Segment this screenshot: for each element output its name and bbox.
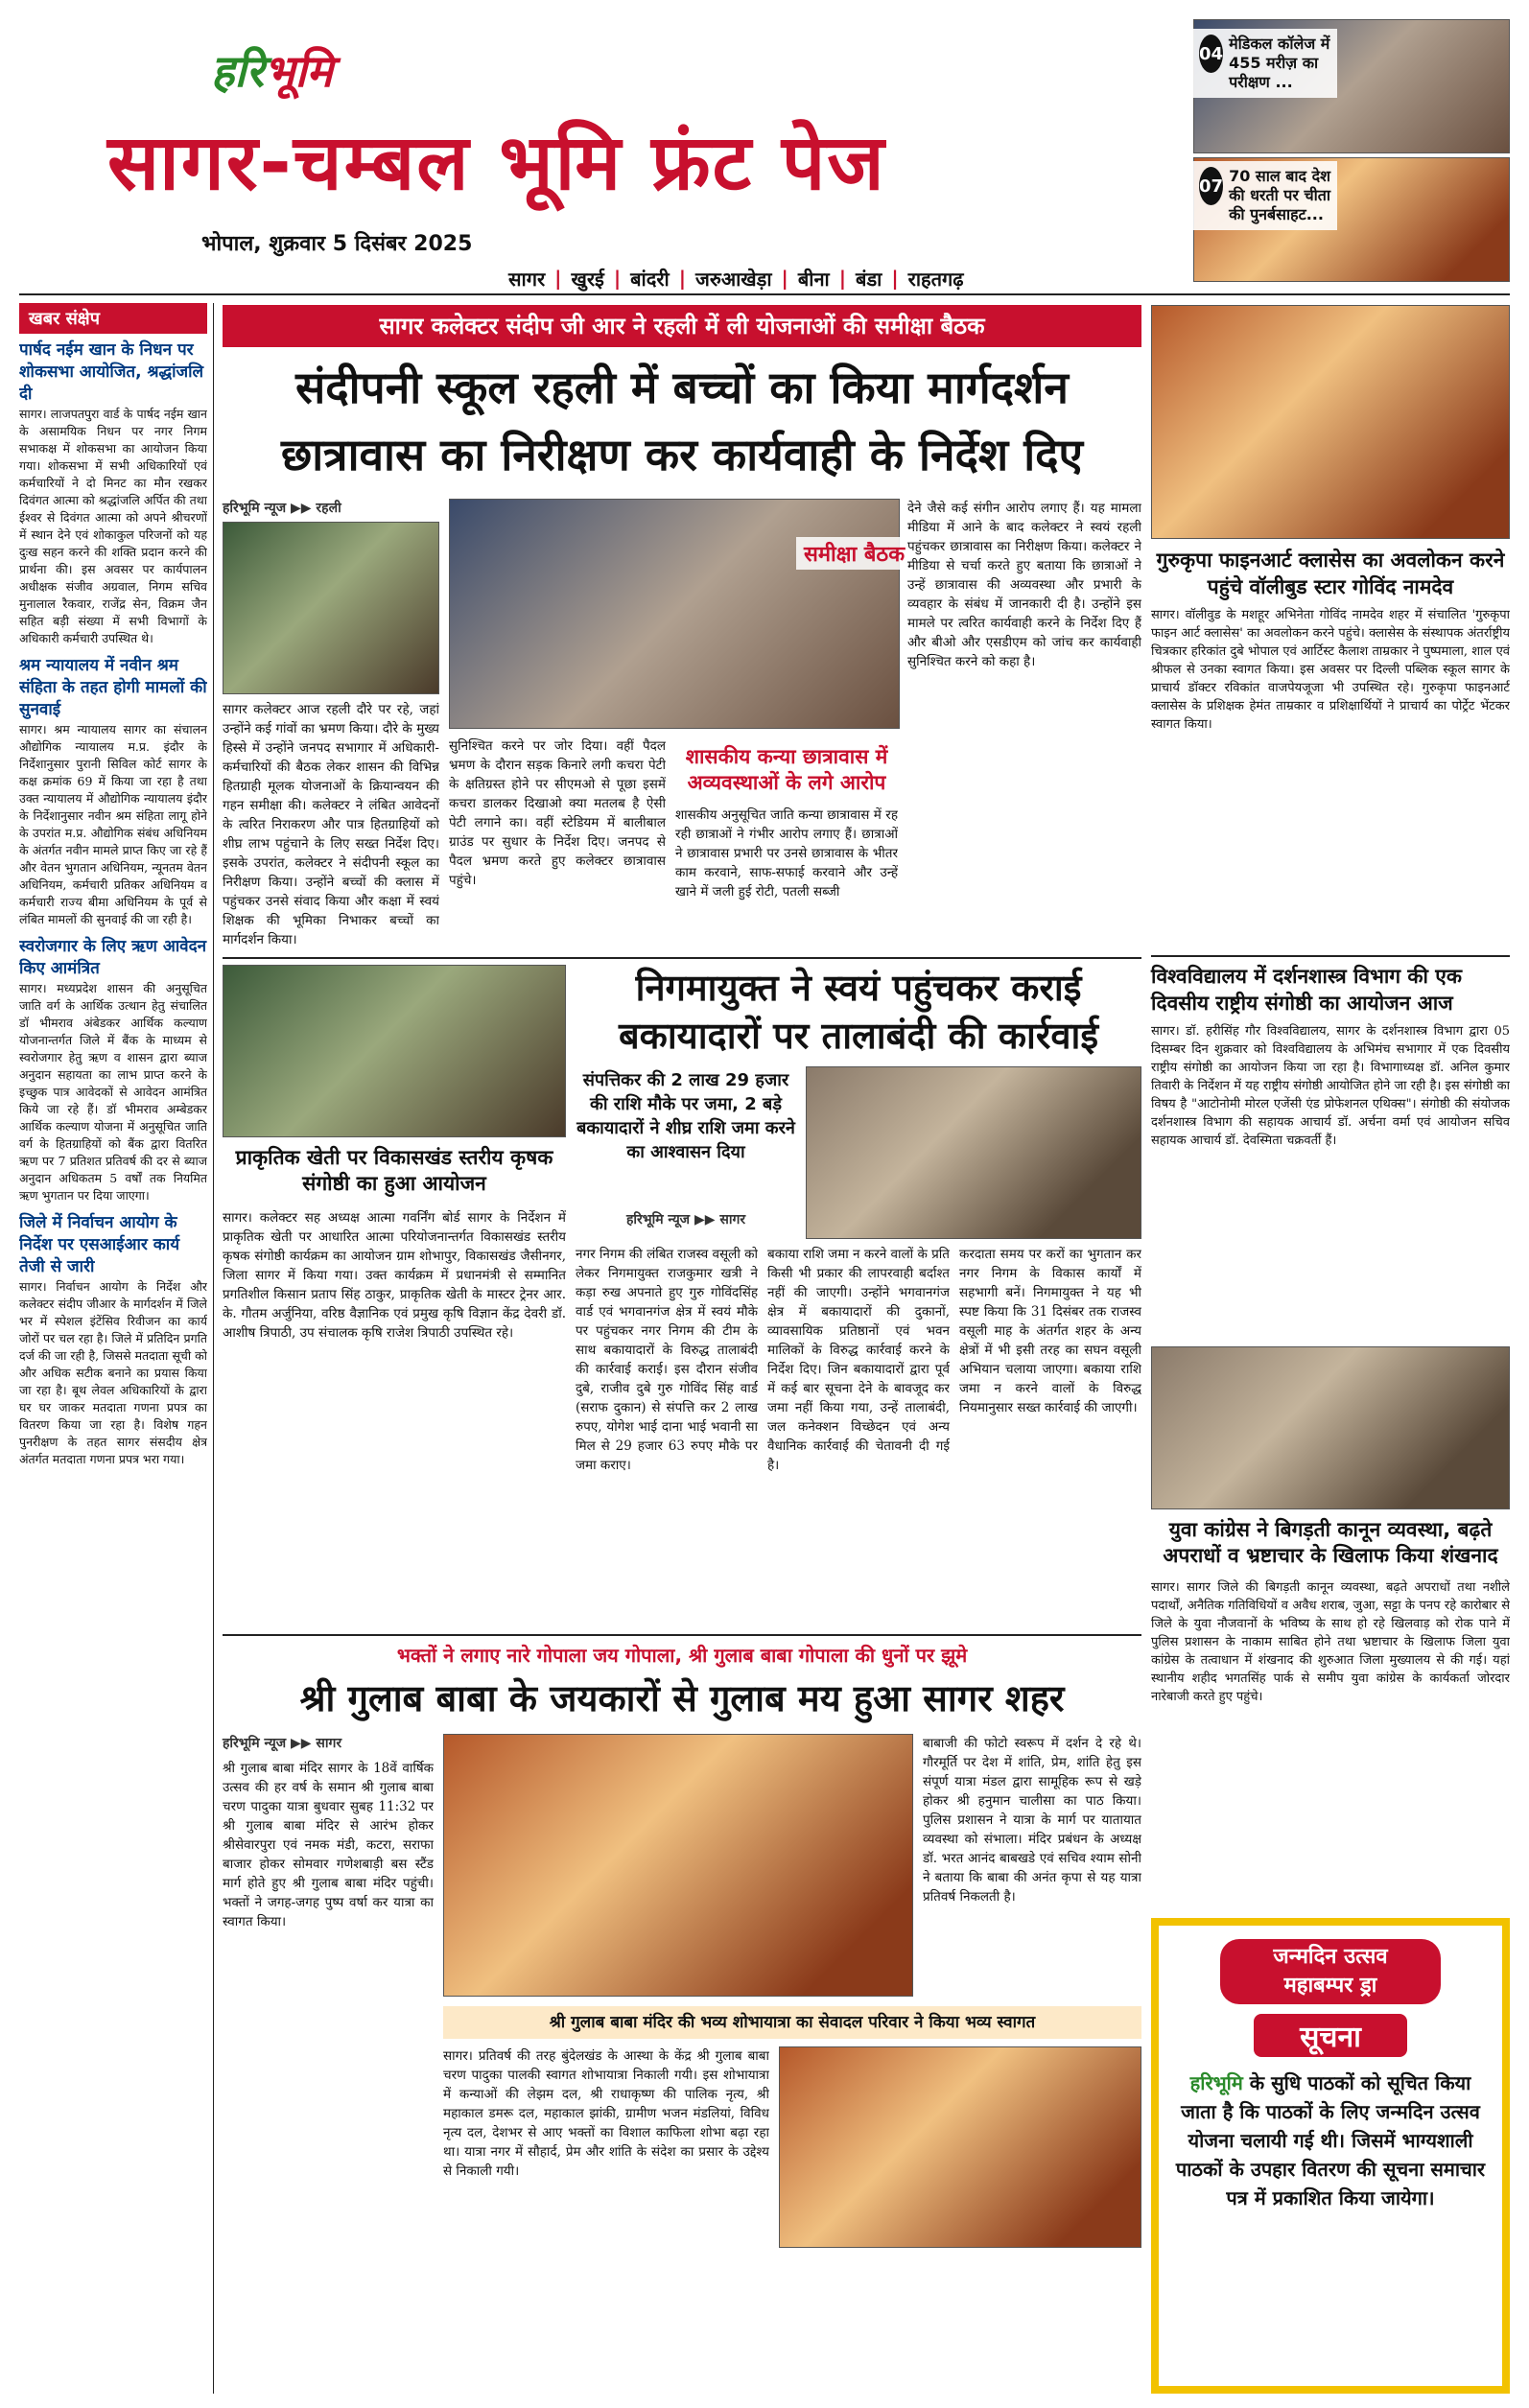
lead-col-2: सुनिश्चित करने पर जोर दिया। वहीं पैदल भ्रमण के दौरान सड़क किनारे लगी कचरा पेटी के क्षतिग्रस्त होने पर सीएमओ से पूछा इसमें कचरा डालकर दिखाओ क्या मतलब है ऐसी पेटी लगाने का। वहीं स्टेडियम में बालीबाल ग्राउंड पर सुधार के निर्देश दिए। जनपद से पैदल भ्रमण करते हुए कलेक्टर छात्रावास पहुंचे। (449, 738, 666, 888)
bollywood-headline: गुरुकृपा फाइनआर्ट क्लासेस का अवलोकन करने पहुंचे वॉलीबुड स्टार गोविंद नामदेव (1156, 549, 1505, 598)
ad-heading-line-2: महाबम्पर ड्रा (1283, 1974, 1377, 1998)
nigam-photo (806, 1066, 1141, 1239)
nigam-headline-1: निगमायुक्त ने स्वयं पहुंचकर कराई (635, 967, 1082, 1009)
page-badge: 07 (1199, 167, 1223, 205)
divider (223, 957, 1141, 959)
brand-suffix: भूमि (264, 45, 333, 97)
lead-kicker: सागर कलेक्टर संदीप जी आर ने रहली में ली योजनाओं की समीक्षा बैठक (223, 305, 1141, 347)
lead-headline-1: संदीपनी स्कूल रहली में बच्चों का किया मार्गदर्शन (295, 362, 1069, 413)
gulab-sub-body: सागर। प्रतिवर्ष की तरह बुंदेलखंड के आस्था के केंद्र श्री गुलाब बाबा चरण पादुका पालकी स्वागत शोभायात्रा निकाली गयी। इस शोभायात्रा में कन्याओं की लेझम दल, श्री राधाकृष्ण की पालिक नृत्य, श्री महाकाल डमरू दल, महाकाल झांकी, ग्रामीण भजन मंडलियां, विविध नृत्य दल, देशभर से आए भक्तों का विशाल काफिला शोभा बढ़ा रहा था। यात्रा नगर में सौहार्द, प्रेम और शांति के संदेश का प्रसार के उद्देश्य से निकाली गयी। (443, 2048, 769, 2179)
nigam-col-2: बकाया राशि जमा न करने वालों के प्रति किसी भी प्रकार की लापरवाही बर्दाश्त नहीं की जाएगी। उन्होंने भगवानगंज क्षेत्र में बकायादारों की दुकानों, व्यावसायिक प्रतिष्ठानों एवं भवन मालिकों के विरुद्ध कार्रवाई करने के निर्देश दिए। जिन बकायादारों द्वारा पूर्व में कई बार सूचना देने के बावजूद कर जमा नहीं किया गया, उन्हें तालाबंदी, जल कनेक्शन विच्छेदन एवं अन्य वैधानिक कार्रवाई की चेतावनी दी गई है। (767, 1247, 950, 1473)
dateline: भोपाल, शुक्रवार 5 दिसंबर 2025 (201, 232, 473, 256)
farming-headline: प्राकृतिक खेती पर विकासखंड स्तरीय कृषक संगोष्ठी का हुआ आयोजन (235, 1146, 553, 1195)
city-item[interactable]: बंडा (856, 267, 882, 291)
divider (1151, 955, 1510, 957)
brief-item (19, 1212, 207, 1468)
city-item[interactable]: सागर (508, 267, 546, 291)
lead-photo-small (223, 522, 439, 694)
teaser-text: 70 साल बाद देश की धरती पर चीता की पुनर्बसाहट... (1229, 167, 1331, 223)
gulab-col-1: श्री गुलाब बाबा मंदिर सागर के 18वें वार्षिक उत्सव की हर वर्ष के समान श्री गुलाब बाबा चरण पादुका यात्रा बुधवार सुबह 11:32 पर श्री गुलाब बाबा मंदिर से आरंभ होकर श्रीसेवारपुरा एवं नमक मंडी, कटरा, सराफा बाजार होकर सोमवार गणेशबाड़ी बस स्टैंड मार्ग होते हुए श्री गुलाब बाबा मंदिर पहुंची। भक्तों ने जगह-जगह पुष्प वर्षा कर यात्रा का स्वागत किया। (223, 1761, 434, 1929)
congress-photo (1151, 1346, 1510, 1509)
brief-title: श्रम न्यायालय में नवीन श्रम संहिता के तहत होगी मामलों की सुनवाई (19, 656, 207, 719)
ad-text: के सुधि पाठकों को सूचित किया जाता है कि पाठकों के लिए जन्मदिन उत्सव योजना चलायी गई थी। जिसमें भाग्यशाली पाठकों के उपहार वितरण की सूचना समाचार पत्र में प्रकाशित किया जायेगा। (1175, 2071, 1486, 2209)
bollywood-photo (1151, 305, 1510, 539)
city-item[interactable]: राहतगढ़ (907, 267, 964, 291)
brief-item (19, 655, 207, 928)
photo-caption: समीक्षा बैठक (796, 537, 912, 570)
brief-body: सागर। लाजपतपुरा वार्ड के पार्षद नईम खान के असामयिक निधन पर नगर निगम सभाकक्ष में शोकसभा का आयोजन किया गया। शोकसभा में सभी अधिकारियों एवं कर्मचारियों ने दो मिनट का मौन रखकर दिवंगत आत्मा को श्रद्धांजलि अर्पित की तथा ईश्वर से दिवंगत आत्मा को अपने श्रीचरणों में स्थान देने एवं शोकाकुल परिजनों को यह दुःख सहन करने की शक्ति प्रदान करने की प्रार्थना की। इस अवसर पर कार्यपालन अधीक्षक संजीव अग्रवाल, निगम सचिव मुनालाल रैकवार, राजेंद्र सेन, विक्रम जैन सहित बड़ी संख्या में सभी विभागों के अधिकारी कर्मचारी उपस्थित थे। (19, 407, 207, 645)
teaser-1[interactable] (1193, 29, 1337, 98)
brief-body: सागर। निर्वाचन आयोग के निर्देश और कलेक्टर संदीप जीआर के मार्गदर्शन में जिले भर में स्पेशल इंटेंसिव रिवीजन का कार्य जोरों पर चल रहा है। जिले में प्रतिदिन प्रगति दर्ज की जा रही है, जिससे मतदाता सूची को और अधिक सटीक बनाने का प्रयास किया जा रहा है। बूथ लेवल अधिकारियों के द्वारा घर घर जाकर मतदाता गणना प्रपत्र का वितरण किया जा रहा है। विशेष गहन पुनरीक्षण के तहत सागर संसदीय क्षेत्र अंतर्गत मतदाता गणना प्रपत्र भरा गया। (19, 1279, 207, 1466)
brief-item (19, 936, 207, 1204)
university-headline: विश्वविद्यालय में दर्शनशास्त्र विभाग की एक दिवसीय राष्ट्रीय संगोष्ठी का आयोजन आज (1151, 965, 1463, 1015)
gulab-photo-2 (779, 2046, 1141, 2248)
bollywood-body: सागर। वॉलीवुड के मशहूर अभिनेता गोविंद नामदेव शहर में संचालित 'गुरुकृपा फाइन आर्ट क्लासेस' का अवलोकन करने पहुंचे। क्लासेस के संस्थापक अंतर्राष्ट्रीय चित्रकार हरिकांत दुबे भोपाल एवं आर्टिस्ट कैलाश ताम्रकार ने पुष्पमाला, शाल एवं श्रीफल से उनका स्वागत किया। इस अवसर पर दिल्ली पब्लिक स्कूल सागर के प्राचार्य डॉक्टर रविकांत वाजपेयजूजा भी उपस्थित रहे। गुरुकृपा फाइनआर्ट क्लासेस के प्रशिक्षक हेमंत ताम्रकार व प्रशिक्षार्थियों ने प्राचार्य का पोर्ट्रेट भेंटकर स्वागत किया। (1151, 608, 1510, 732)
gulab-subhead: श्री गुलाब बाबा मंदिर की भव्य शोभायात्रा का सेवादल परिवार ने किया भव्य स्वागत (443, 2006, 1141, 2039)
ad-heading-line-1: जन्मदिन उत्सव (1273, 1945, 1388, 1969)
divider (19, 293, 1510, 295)
nigam-col-1: नगर निगम की लंबित राजस्व वसूली को लेकर निगमायुक्त राजकुमार खत्री ने कड़ा रुख अपनाते हुए गुरु गोविंदसिंह वार्ड एवं भगवानगंज क्षेत्र में स्वयं मौके पर पहुंचकर नगर निगम की टीम के साथ बकायादारों के विरुद्ध तालाबंदी की कार्रवाई कराई। इस दौरान संजीव दुबे, राजीव दुबे गुरु गोविंद सिंह वार्ड (सराफ दुकान) से संपत्ति कर 2 लाख रुपए, योगेश भाई दाना भाई भवानी सा मिल से 29 हजार 63 रुपए मौके पर जमा कराए। (576, 1247, 758, 1473)
city-item[interactable]: बीना (797, 267, 830, 291)
lead-sub-body: शासकीय अनुसूचित जाति कन्या छात्रावास में रह रही छात्राओं ने गंभीर आरोप लगाए हैं। छात्राओं ने छात्रावास प्रभारी पर उनसे छात्रावास के भीतर काम करवाने, साफ-सफाई करवाने और उन्हें खाने में जली हुई रोटी, पतली सब्जी (675, 807, 898, 900)
brand-prefix: हरि (211, 45, 265, 97)
brief-body: सागर। मध्यप्रदेश शासन की अनुसूचित जाति वर्ग के आर्थिक उत्थान हेतु संचालित डॉ भीमराव अंबेडकर आर्थिक कल्याण योजनान्तर्गत जिले में बैंक के माध्यम से स्वरोजगार हेतु ऋण व शासन द्वारा ब्याज अनुदान सहायता का लाभ प्राप्त करने के इच्छुक पात्र आवेदकों से आवेदन आमंत्रित किये जा रहे हैं। डॉ भीमराव अम्बेडकर आर्थिक कल्याण योजना में अनुसूचित जाति वर्ग के हितग्राहियों को बैंक द्वारा वितरित ऋण पर 7 प्रतिशत प्रतिवर्ष की दर से ब्याज अनुदान अधिकतम 5 वर्षों तक नियमित ऋण भुगतान पर दिया जाएगा। (19, 981, 207, 1203)
divider (213, 303, 214, 2394)
city-nav: सागर | खुरई | बांदरी | जरुआखेड़ा | बीना | बंडा | राहतगढ़ (508, 267, 964, 291)
lead-col-1: सागर कलेक्टर आज रहली दौरे पर रहे, जहां उन्होंने कई गांवों का भ्रमण किया। दौरे के मुख्य हिस्से में उन्होंने जनपद सभागार में अधिकारी-कर्मचारियों की बैठक लेकर शासन की विभिन्न हितग्राही मूलक योजनाओं के क्रियान्वयन की गहन समीक्षा की। कलेक्टर ने लंबित आवेदनों के त्वरित निराकरण और पात्र हितग्राहियों को शीघ्र लाभ पहुंचाने के लिए सख्त निर्देश दिए। इसके उपरांत, कलेक्टर ने संदीपनी स्कूल का निरीक्षण किया। उन्होंने बच्चों की क्लास में पहुंचकर उनसे संवाद किया और कक्षा में स्वयं शिक्षक की भूमिका निभाकर बच्चों का मार्गदर्शन किया। (223, 702, 439, 947)
lead-photo-main (449, 499, 900, 729)
brief-title: पार्षद नईम खान के निधन पर शोकसभा आयोजित, श्रद्धांजलि दी (19, 340, 204, 404)
gulab-col-2: बाबाजी की फोटो स्वरूप में दर्शन दे रहे थे। गौरमूर्ति पर देश में शांति, प्रेम, शांति हेतु इस संपूर्ण यात्रा मंडल द्वारा सामूहिक रूप से खड़े होकर श्री हनुमान चालीसा का पाठ किया। पुलिस प्रशासन ने यात्रा के मार्ग पर यातायात व्यवस्था को संभाला। मंदिर प्रबंधन के अध्यक्ष डॉ. भरत आनंद बाबखडे एवं सचिव श्याम सोनी ने बताया कि बाबा की अनंत कृपा से यह यात्रा प्रतिवर्ष निकलती है। (923, 1736, 1141, 1905)
teaser-2[interactable] (1193, 161, 1337, 230)
farming-photo (223, 965, 566, 1137)
brief-title: स्वरोजगार के लिए ऋण आवेदन किए आमंत्रित (19, 937, 207, 978)
nigam-byline: हरिभूमि न्यूज ▶▶ सागर (625, 1212, 746, 1227)
congress-body: सागर। सागर जिले की बिगड़ती कानून व्यवस्था, बढ़ते अपराधों तथा नशीले पदार्थों, अनैतिक गतिविधियों व अवैध शराब, जुआ, सट्टा के पनप रहे कारोबार से जिले के युवा नौजवानों के भविष्य के साथ हो रहे खिलवाड़ को रोक पाने में पुलिस प्रशासन के नाकाम साबित होने तथा भ्रष्टाचार के खिलाफ जिला युवा कांग्रेस के तत्वाधान में शंखनाद की शुरुआत जिला मुख्यालय से की गई। यहां स्थानीय शहीद भगतसिंह पार्क से समीप युवा कांग्रेस के कार्यकर्ता जोरदार नारेबाजी करते हुए पहुंचे। (1151, 1580, 1510, 1704)
city-item[interactable]: बांदरी (630, 267, 670, 291)
birthday-notice-ad (1151, 1918, 1510, 2394)
gulab-headline: श्री गुलाब बाबा के जयकारों से गुलाब मय हुआ सागर शहर (299, 1677, 1065, 1719)
gulab-photo-main (443, 1734, 913, 1997)
city-item[interactable]: जरुआखेड़ा (695, 267, 772, 291)
gulab-byline: हरिभूमि न्यूज ▶▶ सागर (223, 1736, 342, 1751)
lead-headline-2: छात्रावास का निरीक्षण कर कार्यवाही के निर्देश दिए (281, 429, 1083, 480)
lead-byline: हरिभूमि न्यूज ▶▶ रहली (223, 501, 341, 516)
brief-title: जिले में निर्वाचन आयोग के निर्देश पर एसआईआर कार्य तेजी से जारी (19, 1213, 180, 1276)
ad-heading (1220, 1939, 1441, 2004)
lead-subhead: शासकीय कन्या छात्रावास में अव्यवस्थाओं के लगे आरोप (685, 745, 888, 794)
nigam-col-3: करदाता समय पर करों का भुगतान कर नगर निगम के विकास कार्यों में सहभागी बनें। निगमायुक्त ने यह भी स्पष्ट किया कि 31 दिसंबर तक राजस्व वसूली माह के अंतर्गत शहर के अन्य क्षेत्रों में भी इसी तरह का सघन वसूली अभियान चलाया जाएगा। बकाया राशि जमा न करने वालों के विरुद्ध नियमानुसार सख्त कार्रवाई की जाएगी। (959, 1247, 1141, 1415)
page-badge: 04 (1199, 35, 1223, 73)
nigam-deck: संपत्तिकर की 2 लाख 29 हजार की राशि मौके पर जमा, 2 बड़े बकायादारों ने शीघ्र राशि जमा करने का आश्वासन दिया (576, 1070, 795, 1162)
university-body: सागर। डॉ. हरीसिंह गौर विश्वविद्यालय, सागर के दर्शनशास्त्र विभाग द्वारा 05 दिसम्बर दिन शुक्रवार को विश्वविद्यालय के अभिमंच सभागार में एक दिवसीय राष्ट्रीय संगोष्ठी का आयोजन किया जा रहा है। विभागाध्यक्ष डॉ. अनिल कुमार तिवारी के निर्देशन में यह राष्ट्रीय संगोष्ठी आयोजित होने जा रही है। इस संगोष्ठी का विषय है "आटोनोमी मोरल एजेंसी एंड प्रोफेशनल एथिक्स"। संगोष्ठी की संयोजक दर्शनशास्त्र विभाग की सहायक आचार्य डॉ. अर्चना वर्मा एवं आयोजन सचिव सहायक आचार्य डॉ. देवस्मिता चक्रवर्ती हैं। (1151, 1024, 1510, 1148)
sidebar-header: खबर संक्षेप (19, 303, 207, 334)
gulab-kicker: भक्तों ने लगाए नारे गोपाला जय गोपाला, श्री गुलाब बाबा गोपाला की धुनों पर झूमे (396, 1644, 968, 1667)
ad-notice-badge: सूचना (1254, 2014, 1407, 2057)
city-item[interactable]: खुरई (571, 267, 604, 291)
teaser-text: मेडिकल कॉलेज में 455 मरीज़ का परीक्षण ... (1229, 35, 1330, 91)
ad-brand: हरिभूमि (1189, 2071, 1243, 2094)
lead-col-3: देने जैसे कई संगीन आरोप लगाए हैं। यह मामला मीडिया में आने के बाद कलेक्टर ने स्वयं रहली पहुंचकर छात्रावास का निरीक्षण किया। कलेक्टर ने मीडिया से चर्चा करते हुए बताया कि छात्राओं ने उन्हें छात्रावास की अव्यवस्था और प्रभारी के व्यवहार के संबंध में जानकारी दी है। उन्होंने इस मामले पर त्वरित कार्यवाही करने के निर्देश दिए हैं और बीओ और एसडीएम को जांच कर कार्यवाही सुनिश्चित करने को कहा है। (907, 501, 1141, 669)
congress-headline: युवा कांग्रेस ने बिगड़ती कानून व्यवस्था, बढ़ते अपराधों व भ्रष्टाचार के खिलाफ किया शंखनाद (1163, 1518, 1498, 1567)
brief-body: सागर। श्रम न्यायालय सागर का संचालन औद्योगिक न्यायालय म.प्र. इंदौर के निर्देशानुसार पुरानी सिविल कोर्ट सागर के कक्ष क्रमांक 69 में किया जा रहा है तथा उक्त न्यायालय में औद्योगिक न्यायालय इंदौर के निर्देशानुसार नवीन श्रम संहिता लागू होने के उपरांत म.प्र. औद्योगिक संबंध अधिनियम के अंतर्गत नवीन मामले प्राप्त किए जा रहे हैं और वेतन भुगतान अधिनियम, न्यूनतम वेतन अधिनियम, कर्मचारी प्रतिकर अधिनियम व कर्मचारी राज्य बीमा अधिनियम के पूर्व से लंबित मामलों की सुनवाई की जा रही है। (19, 722, 207, 926)
brand-logo (211, 40, 333, 100)
ad-text-block (1159, 2057, 1502, 2224)
page-title: सागर-चम्बल भूमि फ्रंट पेज (107, 118, 886, 207)
brief-item (19, 339, 207, 647)
divider (223, 1634, 1141, 1636)
news-brief-sidebar (19, 303, 207, 2394)
nigam-headline-2: बकायादारों पर तालाबंदी की कार्रवाई (618, 1015, 1099, 1057)
farming-body: सागर। कलेक्टर सह अध्यक्ष आत्मा गवर्निंग बोर्ड सागर के निर्देशन में प्राकृतिक खेती पर आधारित आत्मा परियोजनान्तर्गत विकासखंड स्तरीय कृषक संगोष्ठी कार्यक्रम का आयोजन ग्राम शोभापुर, विकासखंड जैसीनगर, जिला सागर में किया गया। उक्त कार्यक्रम में प्रधानमंत्री से सम्मानित प्रगतिशील किसान प्रताप सिंह ठाकुर, प्राकृतिक खेती के मास्टर ट्रेनर आर. के. गौतम अर्जुनिया, वरिष्ठ वैज्ञानिक एवं प्रमुख कृषि विज्ञान केंद्र देवरी डॉ. आशीष त्रिपाठी, उप संचालक कृषि राजेश त्रिपाठी उपस्थित रहे। (223, 1210, 566, 1341)
